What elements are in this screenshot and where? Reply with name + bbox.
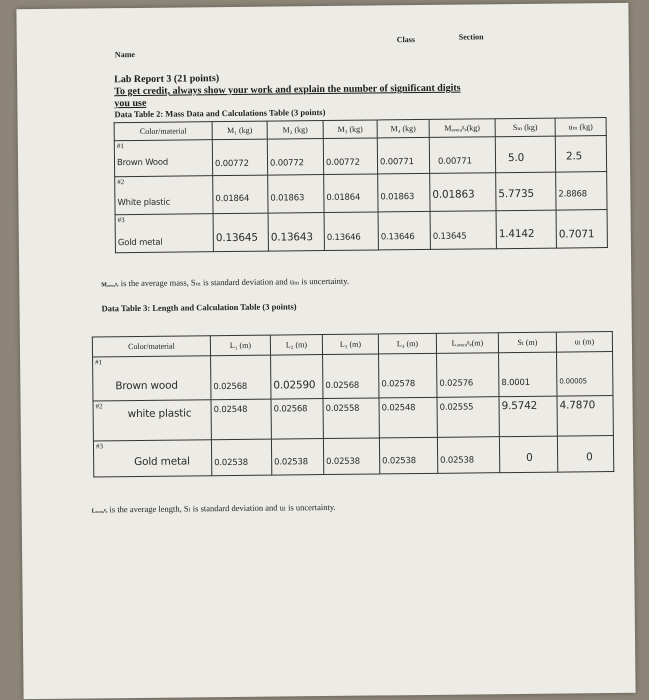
column-header: Color/material <box>92 336 210 357</box>
table-cell <box>114 140 212 177</box>
table-cell <box>323 354 379 399</box>
handwritten-entry: Brown wood <box>115 379 178 393</box>
table-cell <box>557 435 613 472</box>
footnote-text: is the average mass, Sₘ is standard deviation and uₘ is uncertainty. <box>120 275 350 289</box>
handwritten-entry: 0.02548 <box>381 403 416 414</box>
handwritten-entry: Brown Wood <box>116 157 169 169</box>
handwritten-entry: 0.00772 <box>214 158 249 170</box>
handwritten-entry: 0.01864 <box>215 193 250 205</box>
table-cell <box>499 436 557 473</box>
handwritten-entry: 8.0001 <box>501 377 530 389</box>
handwritten-entry: 0.02558 <box>325 403 360 415</box>
handwritten-entry: 2.5 <box>565 150 583 163</box>
table-cell <box>323 398 379 439</box>
mass-data-table <box>114 117 608 253</box>
table-cell <box>430 211 496 250</box>
footnote-text: is the average length, Sₗ is standard deviation and uₗ is uncertainty. <box>109 501 336 515</box>
table-cell <box>324 174 378 213</box>
table-cell <box>496 172 556 211</box>
column-header: Sₗ (m) <box>498 332 556 353</box>
column-header: Lₐᵥₑᵣₐᵍₑ(m) <box>436 333 498 354</box>
handwritten-entry: 0.02538 <box>214 457 248 469</box>
table-cell <box>324 212 378 251</box>
table-cell <box>378 173 430 212</box>
handwritten-entry: 2.8868 <box>558 189 587 200</box>
row-label: #1 <box>116 142 124 151</box>
table-cell <box>115 214 213 253</box>
table-cell <box>429 137 495 174</box>
name-label: Name <box>114 49 135 60</box>
column-header: Sₘ (kg) <box>495 118 555 137</box>
handwritten-entry: 0.02548 <box>213 404 248 416</box>
column-header: uₗ (m) <box>556 332 612 353</box>
table-cell <box>437 397 499 438</box>
handwritten-entry: white plastic <box>127 407 192 421</box>
column-header: L₄ (m) <box>378 333 436 354</box>
table-cell <box>556 172 607 211</box>
table-cell <box>213 175 268 214</box>
column-header: M₁ (kg) <box>212 121 267 140</box>
column-header: L₃ (m) <box>322 334 378 355</box>
table2-footnote <box>101 276 349 290</box>
table2-title: Data Table 2: Mass Data and Calculations Table (3 points) <box>114 106 326 120</box>
footnote-symbol: Mₐᵥₑᵣₐᵍₑ <box>101 282 119 289</box>
table-cell <box>430 173 496 212</box>
table-cell <box>271 355 323 400</box>
table-cell <box>377 137 429 174</box>
table-cell <box>271 399 323 440</box>
table-cell <box>93 440 211 477</box>
table-cell <box>379 353 437 398</box>
handwritten-entry: 9.5742 <box>501 399 538 413</box>
table-cell <box>211 355 271 400</box>
handwritten-entry: 0.00772 <box>325 157 360 168</box>
handwritten-entry: White plastic <box>117 197 171 209</box>
handwritten-entry: 0.02555 <box>439 402 474 413</box>
row-label: #2 <box>95 402 103 411</box>
handwritten-entry: 5.0 <box>507 151 525 165</box>
column-header: M₄ (kg) <box>377 119 429 138</box>
footnote-symbol: Lₐᵥₑᵣₐᵍₑ <box>91 508 108 515</box>
handwritten-entry: 0.00005 <box>559 377 587 386</box>
table-cell <box>379 397 437 438</box>
column-header: Color/material <box>114 122 212 141</box>
handwritten-entry: 1.4142 <box>498 227 535 241</box>
table-cell <box>557 395 613 436</box>
table-cell <box>557 351 613 396</box>
handwritten-entry: 0.02538 <box>440 455 474 466</box>
table-row <box>115 210 607 253</box>
table-row <box>93 351 613 400</box>
column-header: L₁ (m) <box>210 335 270 356</box>
section-label: Section <box>458 32 484 42</box>
table-cell <box>555 136 606 173</box>
table-cell <box>437 437 499 474</box>
handwritten-entry: 0.13646 <box>380 232 415 243</box>
table-cell <box>323 438 379 475</box>
table-cell <box>379 437 437 474</box>
column-header: Mₐᵥₑᵣₐᵍₑ(kg) <box>429 119 495 138</box>
handwritten-entry: 0.7071 <box>558 228 595 241</box>
table-cell <box>115 176 213 215</box>
table3-title: Data Table 3: Length and Calculation Table (3 points) <box>101 301 297 314</box>
table-cell <box>211 399 271 440</box>
handwritten-entry: 0.13645 <box>432 231 467 242</box>
handwritten-entry: 4.7870 <box>559 399 596 412</box>
table-cell <box>437 353 499 398</box>
table-cell <box>211 439 271 476</box>
handwritten-entry: 0.02568 <box>273 404 308 415</box>
handwritten-entry: 0.00771 <box>379 157 414 168</box>
handwritten-entry: 0.02538 <box>274 457 308 468</box>
handwritten-entry: 0.02568 <box>213 381 248 393</box>
table-cell <box>495 136 555 173</box>
handwritten-entry: 0.02576 <box>439 378 474 389</box>
table-row <box>115 172 607 215</box>
handwritten-entry: 0.02568 <box>325 380 360 392</box>
handwritten-entry: 0.13643 <box>270 231 313 244</box>
column-header: M₂ (kg) <box>267 121 323 140</box>
class-label: Class <box>396 35 416 45</box>
handwritten-entry: 0.02590 <box>273 379 316 392</box>
length-data-table <box>92 331 614 477</box>
handwritten-entry: 0.02538 <box>326 456 360 468</box>
row-label: #3 <box>117 216 125 225</box>
column-header: L₂ (m) <box>270 335 322 356</box>
handwritten-entry: 0.01863 <box>432 188 475 201</box>
instruction-line-1: To get credit, always show your work and explain the number of significant digits <box>114 82 461 98</box>
table-cell <box>268 175 324 214</box>
handwritten-entry: 5.7735 <box>498 187 534 201</box>
table-cell <box>496 210 556 249</box>
table-cell <box>271 439 323 476</box>
row-label: #2 <box>117 178 125 187</box>
table-cell <box>267 139 323 176</box>
table-cell <box>378 211 430 250</box>
column-header: uₘ (kg) <box>555 118 606 137</box>
handwritten-entry: 0.13645 <box>215 231 258 245</box>
handwritten-entry: 0 <box>526 451 533 464</box>
table-cell <box>323 138 377 175</box>
table-row <box>93 435 613 476</box>
handwritten-entry: 0.00771 <box>437 156 472 167</box>
handwritten-entry: 0.01863 <box>380 192 415 203</box>
table-cell <box>213 213 268 252</box>
table-cell <box>93 356 211 401</box>
handwritten-entry: 0.00772 <box>269 158 304 169</box>
column-header: M₃ (kg) <box>323 120 377 139</box>
handwritten-entry: 0 <box>586 451 593 464</box>
table-cell <box>93 400 211 441</box>
handwritten-entry: Gold metal <box>117 237 163 249</box>
table-row <box>93 395 613 440</box>
table-cell <box>212 139 267 176</box>
table-cell <box>556 210 607 249</box>
row-label: #1 <box>95 358 103 367</box>
report-title: Lab Report 3 (21 points) <box>114 73 220 86</box>
handwritten-entry: 0.02578 <box>381 379 416 390</box>
row-label: #3 <box>95 442 104 451</box>
instruction-line-2: you use <box>114 97 147 110</box>
handwritten-entry: Gold metal <box>134 455 190 469</box>
table3-footnote <box>92 502 336 516</box>
handwritten-entry: 0.02538 <box>382 456 416 467</box>
handwritten-entry: 0.01863 <box>270 193 305 204</box>
lab-report-sheet <box>16 3 635 699</box>
handwritten-entry: 0.13646 <box>326 232 361 243</box>
handwritten-entry: 0.01864 <box>326 192 361 203</box>
table-cell <box>499 396 557 437</box>
table-row <box>114 136 606 177</box>
table-cell <box>268 213 324 252</box>
table-cell <box>499 352 557 397</box>
